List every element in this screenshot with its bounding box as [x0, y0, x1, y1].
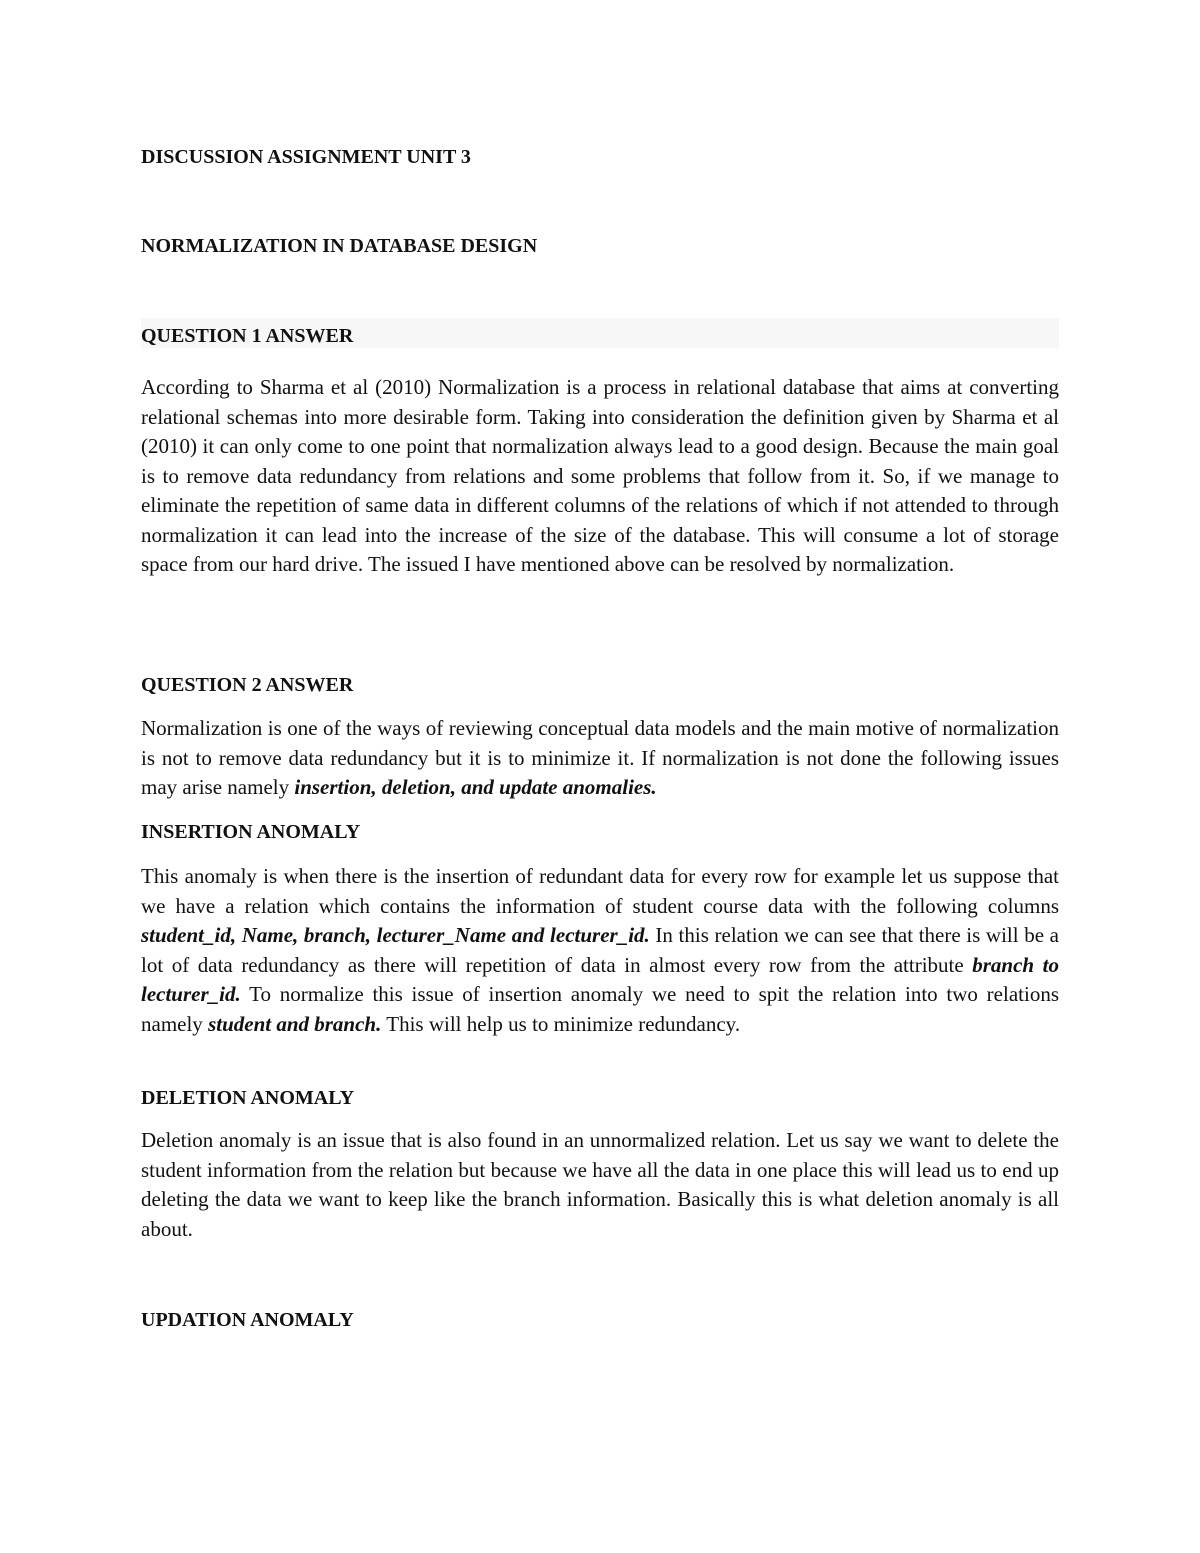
insertion-emphasis-relations: student and branch.	[208, 1011, 382, 1036]
insertion-emphasis-columns: student_id, Name, branch, lecturer_Name and lecturer_id.	[141, 923, 650, 947]
insertion-emphasis-attribute: branch to lecturer_id.	[141, 952, 1059, 1006]
insertion-anomaly-heading: INSERTION ANOMALY	[141, 821, 361, 843]
question-2-emphasis: insertion, deletion, and update anomalies.	[294, 775, 657, 799]
question-2-text: Normalization is one of the ways of reviewing conceptual data models and the main motive of normalization is not to remove data redundancy but it is to minimize it. If normalization is not done the following issues may arise namely	[141, 716, 1059, 799]
insertion-anomaly-paragraph	[141, 862, 1059, 1039]
document-subtitle: NORMALIZATION IN DATABASE DESIGN	[141, 235, 538, 257]
deletion-anomaly-paragraph: Deletion anomaly is an issue that is also found in an unnormalized relation. Let us say we want to delete the student information from the relation but because we have all the data in one place this will lead us to end up deleting the data we want to keep like the branch information. Basically this is what deletion anomaly is all about.	[141, 1128, 1059, 1241]
question-1-heading: QUESTION 1 ANSWER	[141, 325, 354, 347]
insertion-text-3: To normalize this issue of insertion anomaly we need to spit the relation into two relations namely	[141, 982, 1059, 1036]
document-title: DISCUSSION ASSIGNMENT UNIT 3	[141, 146, 471, 168]
insertion-text-1: This anomaly is when there is the insertion of redundant data for every row for example let us suppose that we have a relation which contains the information of student course data with the following columns	[141, 864, 1059, 918]
question-2-heading: QUESTION 2 ANSWER	[141, 674, 354, 696]
deletion-anomaly-heading: DELETION ANOMALY	[141, 1087, 355, 1109]
insertion-text-2: In this relation we can see that there is will be a lot of data redundancy as there will repetition of data in almost every row from the attribute	[141, 923, 1059, 977]
question-2-paragraph	[141, 714, 1059, 803]
insertion-text-4: This will help us to minimize redundancy.	[381, 1011, 741, 1036]
updation-anomaly-heading: UPDATION ANOMALY	[141, 1309, 354, 1331]
question-1-paragraph: According to Sharma et al (2010) Normalization is a process in relational database that aims at converting relational schemas into more desirable form. Taking into consideration the definition given by Sharma et al (2010) it can only come to one point that normalization always lead to a good design. Because the main goal is to remove data redundancy from relations and some problems that follow from it. So, if we manage to eliminate the repetition of same data in different columns of the relations of which if not attended to through normalization it can lead into the increase of the size of the database. This will consume a lot of storage space from our hard drive. The issued I have mentioned above can be resolved by normalization.	[141, 375, 1059, 576]
